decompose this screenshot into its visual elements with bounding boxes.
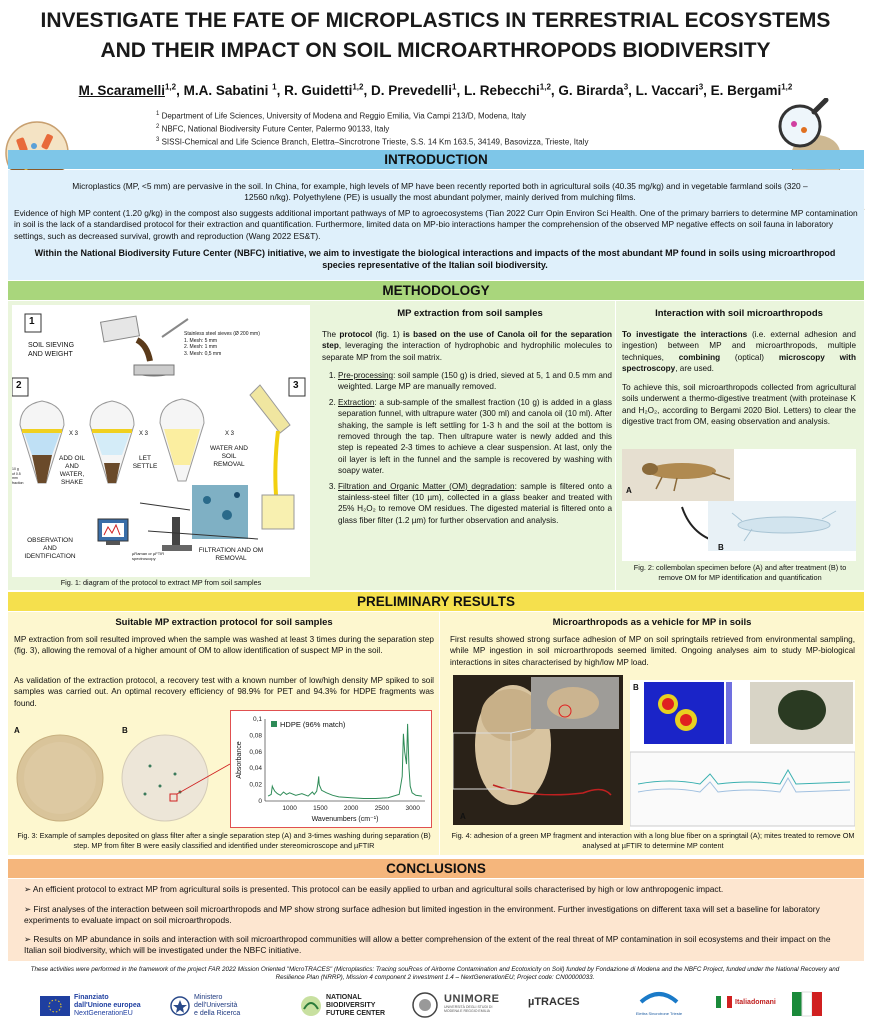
fig4-label-b: B: [633, 683, 639, 692]
title-line-1: INVESTIGATE THE FATE OF MICROPLASTICS IN TERRESTRIAL ECOSYSTEMS: [40, 9, 831, 32]
results-divider: [439, 612, 440, 855]
affiliation-2: $^2$ NBFC, National Biodiversity Future Center, Palermo 90133, Italy: [156, 124, 390, 134]
fig4b-mite-spectra: [630, 680, 855, 830]
extraction-steps: [322, 370, 612, 530]
observation-label: OBSERVATION AND IDENTIFICATION: [24, 537, 76, 560]
introduction-heading: INTRODUCTION: [8, 150, 864, 169]
italy-flag-icon: [716, 996, 732, 1008]
affiliation-1: $^1$ Department of Life Sciences, University of Modena and Reggio Emilia, Via Campi 213/D, Modena, Italy: [156, 111, 527, 121]
x-tick-label: 2500: [374, 805, 390, 812]
affiliation-3: $^3$ SISSI-Chemical and Life Science Branch, Elettra–Sincrotrone Trieste, S.S. 14 Km 163.5, 34149, Basovizza, Trieste, Italy: [156, 137, 589, 147]
spectroscopy-label: µRaman or µFTIR spectroscopy: [132, 551, 165, 561]
x-tick-label: 2000: [343, 805, 359, 812]
step-extraction: 2. Extraction: a sub-sample of the smallest fraction (10 g) is added in a glass separation funnel, with ultrapure water (300 ml) and canola oil (10 ml). After shaking, the sample is left settling for 1-3 h and the soil at the bottom is removed through the tap. Then ultrapure water is newly added and this step is repeated 2-3 times to achieve a clear suspension. At last, only the oil layer is left in the funnel and the sample is recovered by washing with soapy water.: [338, 397, 612, 477]
let-settle-label: LET SETTLE: [132, 455, 158, 470]
fig3-caption: Fig. 3: Example of samples deposited on glass filter after a single separation step (A) and 3-times washing during separation (B) step. MP from filter B were easily classified and identified under stereomicroscope and µFTIR: [17, 831, 431, 850]
y-tick-label: 0,04: [249, 765, 262, 773]
intro-paragraph-2: Evidence of high MP content (1.20 g/kg) in the compost also suggests additional important pathways of MP to agroecosystems (Tian 2022 Curr Opin Environ Sci Health. One of the primary barriers to determine MP contamination in soil is the lack of a standardised protocol for their extraction and quantification. Furthermore, limited data on MP-bio interactions hamper the comprehension of the observed MP negative effects on soil fauna in laboratory settings, such as decreased survival, growth and reproduction (Wang 2022 ES&T).: [14, 208, 858, 241]
results-right-paragraph: First results showed strong surface adhesion of MP on soil springtails retrieved from environmental sampling, while MP ingestion in soil microarthropods seemed limited. Ongoing analyses aim to study MP-biological interactions in sites characterised by high/low MP load.: [450, 635, 855, 667]
step-filtration: 3. Filtration and Organic Matter (OM) degradation: sample is filtered onto a stainless-steel filter (10 µm), collected in a glass beaker and treated with 25% H₂O₂ to remove OM residues. The digested material is filtered onto a glass fiber filter (1.2 µm) for further observation and analysis.: [338, 481, 612, 527]
italian-emblem-icon: [170, 996, 190, 1016]
step-preprocessing: 1. Pre-processing: soil sample (150 g) is dried, sieved at 5, 1 and 0.5 mm and weighted. Large MP are manually removed.: [338, 370, 612, 393]
results-left-paragraph-1: MP extraction from soil resulted improved when the sample was washed at least 3 times during the separation step (fig. 3), allowing the removal of a higher amount of OM to allow identification of suspect MP in the soil.: [14, 635, 434, 656]
fig2-caption: Fig. 2: collembolan specimen before (A) and after treatment (B) to remove OM for MP identification and quantification: [633, 563, 847, 582]
fig1-caption: Fig. 1: diagram of the protocol to extract MP from soil samples: [60, 578, 262, 587]
fig2-label-b: B: [718, 543, 724, 552]
x-tick-label: 1500: [313, 805, 328, 812]
author-list: [0, 82, 871, 98]
conclusions-heading: CONCLUSIONS: [8, 859, 864, 878]
extraction-title: MP extraction from soil samples: [397, 308, 543, 319]
author-8: E. Bergami$^{1,2}$: [710, 82, 793, 98]
x3-label-1: X 3: [69, 431, 79, 437]
column-divider: [615, 301, 616, 590]
affiliations: [156, 109, 588, 148]
fig2-graphics: [622, 449, 856, 561]
author-2: M.A. Sabatini $^1$,: [183, 82, 285, 98]
step-1-label: 1: [29, 316, 35, 327]
fraction-label: 10 g of 0.5 mm fraction: [12, 467, 24, 485]
results-heading: PRELIMINARY RESULTS: [8, 592, 864, 611]
fig3-label-a: A: [14, 726, 20, 735]
author-3: R. Guidetti$^{1,2}$,: [284, 82, 371, 98]
italiadomani-logo: Italiadomani: [716, 996, 776, 1008]
x-axis-label: Wavenumbers (cm⁻¹): [311, 816, 379, 823]
interaction-paragraph-2: To achieve this, soil microarthropods collected from agricultural soils underwent a thermo-digestive treatment (with proteinase K and H₂O₂, according to Bergami 2020 Biol. Letters) to clear the digestive tract from OM, easing observation and analysis.: [622, 383, 856, 427]
nbfc-mark-icon: [300, 995, 322, 1017]
author-4: D. Prevedelli$^1$,: [370, 82, 464, 98]
hdpe-spectrum-chart: [230, 710, 432, 828]
add-oil-label: ADD OIL AND WATER, SHAKE: [58, 455, 85, 486]
title-line-2: AND THEIR IMPACT ON SOIL MICROARTHROPODS BIODIVERSITY: [100, 39, 771, 62]
conclusion-item-2: ➢ First analyses of the interaction between soil microarthropods and MP show strong surface adhesion but limited ingestion in the environment. Further investigations on different taxa will set a baseline for laboratory experiments to evaluate impact on soil microarthropods.: [24, 904, 820, 926]
fig4a-springtail-photo: [453, 675, 623, 825]
y-tick-label: 0,08: [249, 732, 262, 740]
results-left-title: Suitable MP extraction protocol for soil samples: [115, 617, 333, 628]
intro-paragraph-1: Microplastics (MP, <5 mm) are pervasive in the soil. In China, for example, high levels of MP have been recently reported both in agricultural soils (40.35 mg/kg) and in vegetable farmland soils (320 – 12560 n/kg). Polyethylene (PE) is usually the most abundant polymer, mainly derived from mulching films.: [72, 181, 808, 203]
elettra-mark-icon: [639, 990, 679, 1006]
author-1: M. Scaramelli$^{1,2}$,: [78, 82, 184, 98]
interaction-title: Interaction with soil microarthropods: [655, 308, 823, 319]
elettra-logo: Elettra Sincrotrone Trieste: [630, 990, 688, 1016]
poster-title: [0, 6, 871, 66]
eu-logo: Finanziato dall'Unione europea NextGenerationEU: [40, 994, 141, 1018]
methodology-heading: METHODOLOGY: [8, 281, 864, 300]
results-left-paragraph-2: As validation of the extraction protocol, a recovery test with a known number of low/high density MP spiked to soil samples was carried out. An optimal recovery efficiency of 98.9% for PET and 94.3% for HDPE fragments was found.: [14, 676, 434, 708]
results-right-title: Microarthropods as a vehicle for MP in soils: [552, 617, 752, 628]
water-removal-label: WATER AND SOIL REMOVAL: [210, 445, 248, 468]
unimore-seal-icon: [412, 992, 438, 1018]
legend-label: HDPE (96% match): [280, 720, 346, 729]
interaction-paragraph-1: To investigate the interactions (i.e. external adhesion and ingestion) between MP and microarthropods, multiple techniques, combining (optical) microscopy with spectroscopy, are used.: [622, 330, 857, 374]
conclusion-item-1: ➢ An efficient protocol to extract MP from agricultural soils is presented. This protocol can be easily applied to urban and agricultural soils characterised by high or low anthropogenic impact.: [24, 884, 724, 894]
soil-sieving-label: SOIL SIEVING AND WEIGHT: [28, 342, 75, 358]
fig3-label-b: B: [122, 726, 128, 735]
unimore-logo: UNIMORE UNIVERSITÀ DEGLI STUDI DI MODENA E REGGIO EMILIA: [444, 993, 500, 1013]
step-3-label: 3: [293, 380, 299, 391]
legend-swatch: [271, 721, 277, 727]
author-5: L. Rebecchi$^{1,2}$,: [463, 82, 559, 98]
step-2-label: 2: [16, 380, 22, 391]
extraction-intro: The protocol (fig. 1) is based on the use of Canola oil for the separation step, leveraging the interaction of hydrophobic and hydrophilic molecules to separate MP from the soil matrix.: [322, 330, 612, 362]
filtration-label: FILTRATION AND OM REMOVAL: [198, 547, 264, 562]
sieves-legend: Stainless steel sieves (Ø 200 mm) 1. Mesh: 5 mm 2. Mesh: 1 mm 3. Mesh: 0,5 mm: [184, 331, 260, 357]
microtraces-logo: µTRACES: [528, 996, 580, 1008]
fig2-collembolan-images: [622, 449, 856, 561]
nbfc-logo: NATIONAL BIODIVERSITY FUTURE CENTER: [300, 994, 385, 1018]
author-7: L. Vaccari$^3$,: [635, 82, 711, 98]
fig4-label-a: A: [460, 812, 466, 821]
y-tick-label: 0,06: [249, 748, 262, 756]
intro-aim: Within the National Biodiversity Future Center (NBFC) initiative, we aim to investigate the biological interactions and impacts of the most abundant MP found in soils using microarthropod species representative of the Italian soil biodiversity.: [34, 248, 836, 270]
italian-republic-emblem-icon: [790, 990, 824, 1018]
x3-label-3: X 3: [225, 431, 235, 437]
y-axis-label: Absorbance: [236, 741, 243, 779]
fig1-protocol-diagram: [12, 305, 310, 577]
y-tick-label: 0,02: [249, 781, 262, 789]
x-tick-label: 1000: [282, 805, 297, 812]
hdpe-spectrum-line: [268, 724, 422, 799]
fig3-filter-photos: [10, 734, 230, 822]
funding-statement: These activities were performed in the framework of the project FAR 2022 Mission Oriented "MicroTRACES" (Microplastics: Tracing souRces of Airborne Contamination and Ecotoxicity on Soil) funded by Fondazione di Modena and the NBFC Project, funded under the National Recovery and Resilience Plan (NRRP), Mission 4 component 2 investment 1.4 – NextGenerationEU; Project code: CN00000033.: [30, 966, 840, 982]
mur-logo: Ministero dell'Università e della Ricerca: [170, 994, 240, 1018]
conclusion-item-3: ➢ Results on MP abundance in soils and interaction with soil microarthropod communities will allow a better comprehension of the extent of the real threat of MP contamination in soil ecosystems and their impact on the Italian soil biodiversity, which will be investigated under the NBFC initiative.: [24, 934, 831, 956]
fig4-caption: Fig. 4: adhesion of a green MP fragment and interaction with a long blue fiber on a springtail (A); mites treated to remove OM analysed at µFTIR to determine MP content: [451, 831, 855, 850]
x-tick-label: 3000: [405, 805, 420, 812]
spectrum-chart-svg: [231, 711, 431, 827]
y-tick-label: 0,1: [252, 716, 262, 723]
eu-flag-icon: [40, 996, 70, 1016]
x3-label-2: X 3: [139, 431, 149, 437]
fig2-label-a: A: [626, 486, 632, 495]
author-6: G. Birarda$^3$,: [558, 82, 636, 98]
y-tick-label: 0: [258, 798, 262, 805]
